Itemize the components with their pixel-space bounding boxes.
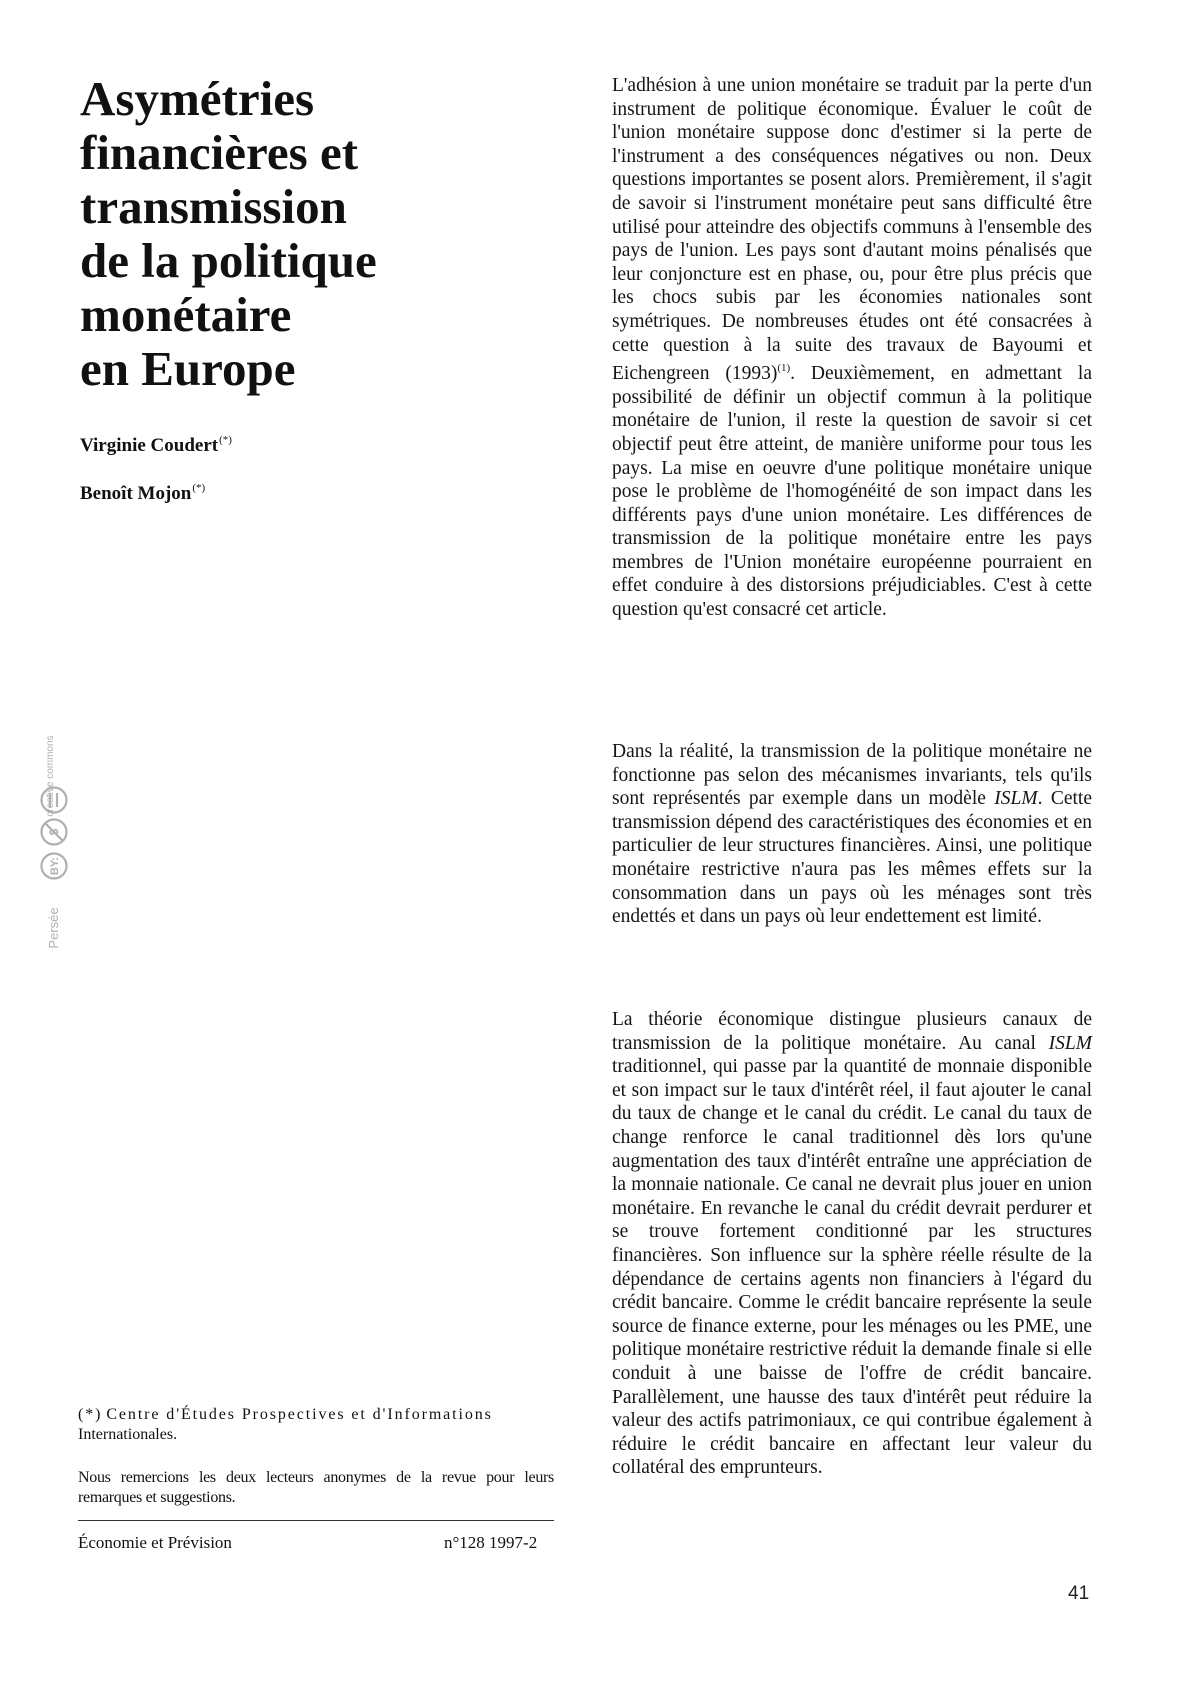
author-mojon <box>80 476 205 506</box>
by-icon <box>42 854 67 879</box>
publisher-text: Persée <box>46 907 61 949</box>
para-text: traditionnel, qui passe par la quantité de monnaie disponible et son impact sur le taux d'intérêt réel, il faut ajouter le canal du taux de change et le canal du crédit. Le canal du taux de change renforce le canal traditionnel dès lors qu'une augmentation des taux d'intérêt entraîne une appréciation de la monnaie nationale. Ce canal ne devrait plus jouer en union monétaire. En revanche le canal du crédit devrait perdurer et se trouve fortement conditionné par les structures financières. Son influence sur la sphère réelle résulte de la dépendance de certains agents non financiers à l'égard du crédit bancaire. Comme le crédit bancaire représente la seule source de finance externe, pour les ménages ou les PME, une politique monétaire restrictive réduit la demande finale si elle conduit à une baisse de l'offre de crédit bancaire. Parallèlement, une hausse des taux d'intérêt peut réduire la valeur des actifs patrimoniaux, ce qui contribue également à réduire le crédit bancaire en affectant leur valeur du collatéral des emprunteurs. <box>612 1056 1092 1479</box>
footer-divider <box>78 1520 554 1521</box>
body-paragraph-1 <box>612 74 1092 622</box>
author-name: Virginie Coudert <box>80 435 219 456</box>
issue-number: n°128 1997-2 <box>444 1533 538 1552</box>
para-text: . Cette transmission dépend des caractéristiques des économies et en particulier de leur structures financières. Ainsi, une politique monétaire restrictive n'aura pas les mêmes effets sur la consommation dans un pays où les ménages sont très endettés et dans un pays où leur endettement est limité. <box>612 788 1092 928</box>
title-line: de la politique <box>80 233 377 288</box>
author-note-marker: (*) <box>192 482 206 494</box>
model-name: ISLM <box>994 788 1038 810</box>
author-coudert <box>80 428 232 458</box>
author-note-marker: (*) <box>219 434 232 446</box>
article-title <box>80 72 500 396</box>
footnote-reference[interactable]: (1) <box>777 362 791 375</box>
para-text: L'adhésion à une union monétaire se traduit par la perte d'un instrument de politique économique. Évaluer le coût de l'union monétaire suppose donc d'estimer si la perte de l'instrument a des conséquences négatives ou non. Deux questions importantes se posent alors. Premièrement, il s'agit de savoir si l'instrument monétaire peut sans difficulté être utilisé pour atteindre des objectifs communs à l'ensemble des pays de l'union. Les pays sont d'autant moins pénalisés que leur conjoncture est en phase, ou, pour être plus précis que les chocs subis par les économies nationales sont symétriques. De nombreuses études ont été consacrées à cette question à la suite des travaux de Bayoumi et Eichengreen (1993) <box>612 75 1092 385</box>
journal-name: Économie et Prévision <box>78 1533 232 1552</box>
para-text: . Deuxièmement, en admettant la possibilité de définir un objectif commun à la politique monétaire de l'union, il reste la question de savoir si cet objectif peut être atteint, de manière uniforme pour tous les pays. La mise en oeuvre d'une politique monétaire unique pose le problème de l'homogénéité de son impact dans les différents pays d'une union monétaire. Les différences de transmission de la politique monétaire entre les pays membres de l'Union monétaire européenne pourraient en effet conduire à des distorsions préjudiciables. C'est à cette question qu'est consacré cet article. <box>612 363 1092 621</box>
title-line: Asymétries <box>80 71 315 126</box>
affiliation-text-end: Internationales. <box>78 1426 178 1443</box>
title-line: en Europe <box>80 341 296 396</box>
title-line: monétaire <box>80 287 292 342</box>
cc-brand-text: creative commons <box>45 735 56 817</box>
svg-text:$: $ <box>47 828 61 836</box>
body-paragraph-2 <box>612 740 1092 929</box>
footnote-marker: (*) <box>78 1406 103 1423</box>
creative-commons-badge[interactable] <box>40 714 68 974</box>
author-name: Benoît Mojon <box>80 483 192 504</box>
para-text: Dans la réalité, la transmission de la politique monétaire ne fonctionne pas selon des mécanismes invariants, tels qu'ils sont représentés par exemple dans un modèle <box>612 741 1092 810</box>
cc-licence-text: BY: <box>49 856 61 876</box>
acknowledgement-footnote: Nous remercions les deux lecteurs anonymes de la revue pour leurs remarques et suggestions. <box>78 1469 554 1506</box>
affiliation-footnote <box>78 1405 554 1445</box>
affiliation-text: Centre d'Études Prospectives et d'Informations <box>106 1406 493 1423</box>
title-line: transmission <box>80 179 347 234</box>
title-line: financières et <box>80 125 359 180</box>
page-number: 41 <box>1068 1583 1090 1604</box>
body-paragraph-3 <box>612 1008 1092 1480</box>
no-commercial-icon <box>42 820 67 845</box>
para-text: La théorie économique distingue plusieurs canaux de transmission de la politique monétaire. Au canal <box>612 1009 1092 1054</box>
cc-badge-graphic <box>40 714 68 974</box>
model-name: ISLM <box>1048 1032 1092 1054</box>
